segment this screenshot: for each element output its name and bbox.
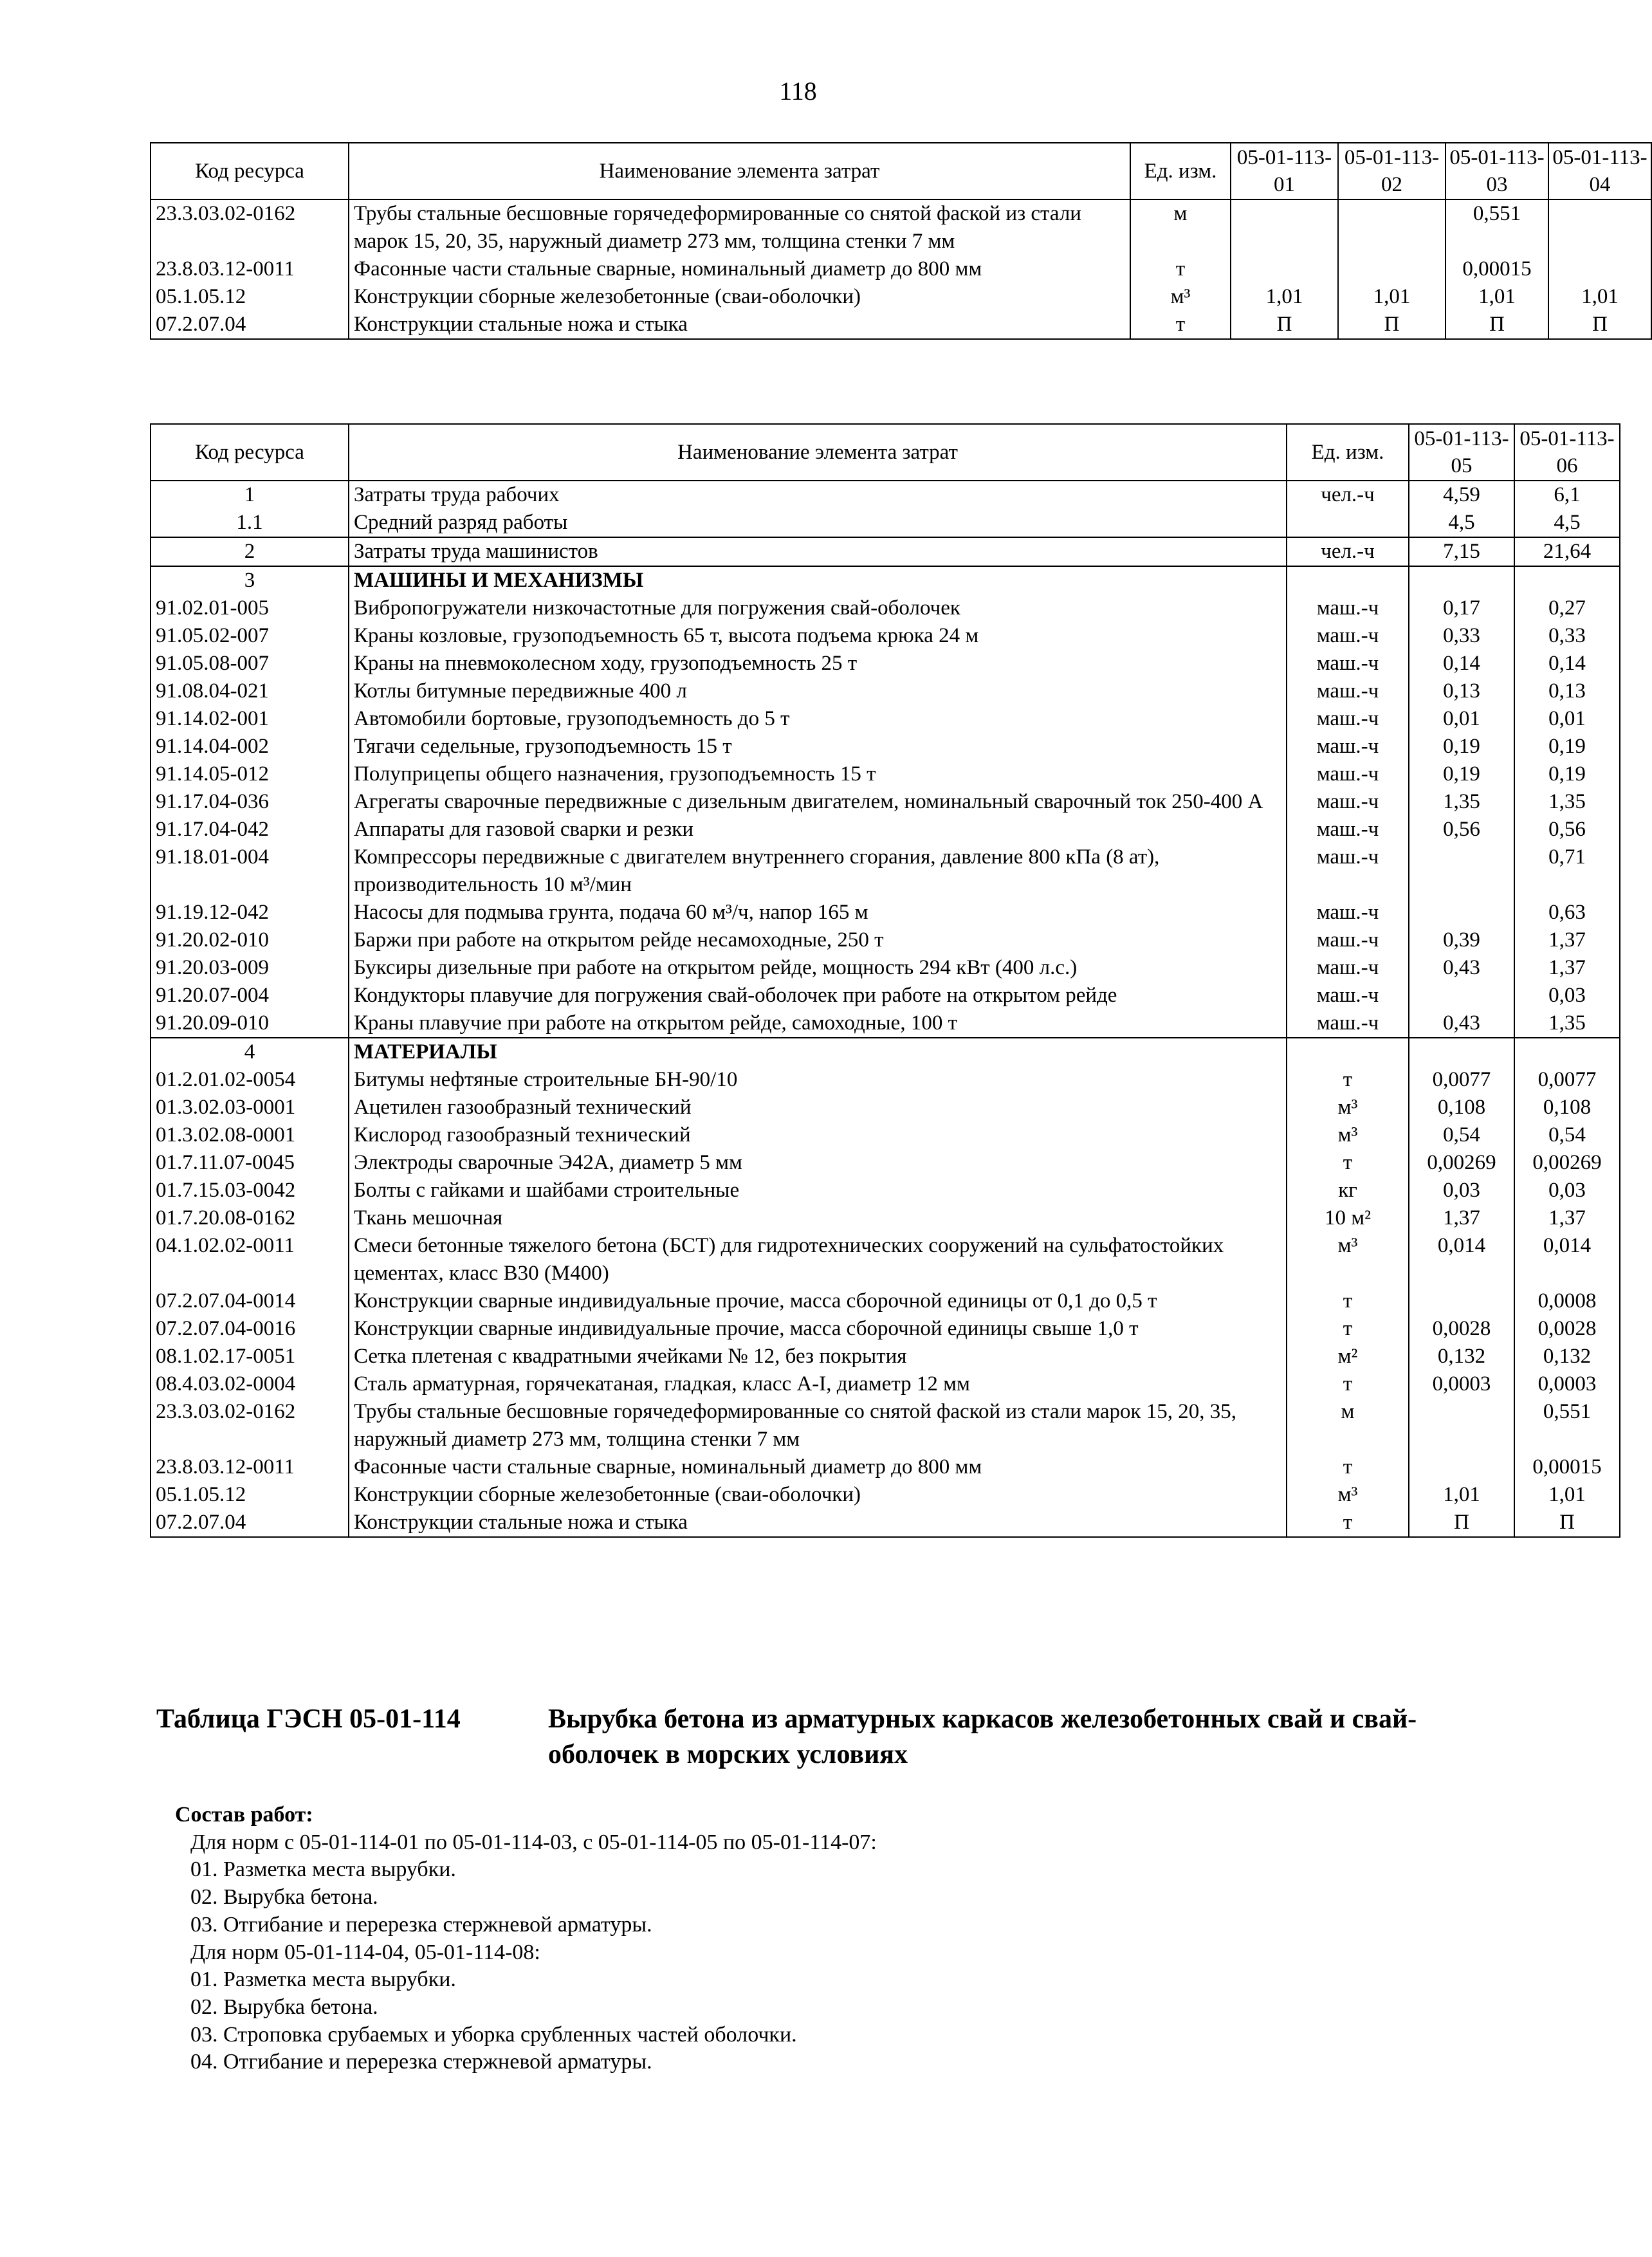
header-norm: 05-01-113-05 [1409,424,1514,481]
resource-code: 01.7.20.08-0162 [151,1204,349,1232]
norm-value: 0,551 [1514,1398,1620,1453]
norm-value: 0,108 [1514,1094,1620,1121]
resource-name: Конструкции стальные ножа и стыка [349,311,1130,339]
norm-value: 0,19 [1514,760,1620,788]
norm-value: 0,00015 [1514,1453,1620,1481]
table-row [151,677,1620,705]
unit: м³ [1130,283,1231,311]
norm-value: 0,33 [1409,622,1514,650]
table-row [151,1343,1620,1370]
resource-name: Сталь арматурная, горячекатаная, гладкая, класс А-I, диаметр 12 мм [349,1370,1287,1398]
work-step: 04. Отгибание и перерезка стержневой арматуры. [190,2050,652,2074]
resource-name: Краны козловые, грузоподъемность 65 т, высота подъема крюка 24 м [349,622,1287,650]
norm-value: 0,00015 [1446,255,1548,283]
header-unit: Ед. изм. [1130,143,1231,199]
resource-name: Затраты труда машинистов [349,537,1287,566]
norm-value: 1,01 [1548,283,1651,311]
norm-value: 21,64 [1514,537,1620,566]
resource-name: Конструкции стальные ножа и стыка [349,1509,1287,1537]
resource-code: 07.2.07.04 [151,1509,349,1537]
norm-value: 0,00269 [1514,1149,1620,1177]
table-row [151,1315,1620,1343]
unit: т [1287,1149,1409,1177]
norm-value: 1,35 [1514,1009,1620,1038]
resource-name: Вибропогружатели низкочастотные для погружения свай-оболочек [349,594,1287,622]
resource-code: 91.05.08-007 [151,650,349,677]
norm-value: 1,01 [1409,1481,1514,1509]
header-name: Наименование элемента затрат [349,143,1130,199]
norm-value: П [1409,1509,1514,1537]
resource-code: 1.1 [151,509,349,537]
norm-value: 0,27 [1514,594,1620,622]
unit [1287,566,1409,594]
unit: т [1130,255,1231,283]
table-row [151,481,1620,509]
resource-name: Конструкции сборные железобетонные (сваи-оболочки) [349,283,1130,311]
header-norm: 05-01-113-04 [1548,143,1651,199]
norm-value: 0,0008 [1514,1287,1620,1315]
table-body [151,199,1651,339]
norm-value [1409,566,1514,594]
resource-name: Ткань мешочная [349,1204,1287,1232]
norm-value: 0,0077 [1409,1066,1514,1094]
resource-code: 01.7.11.07-0045 [151,1149,349,1177]
resource-name: Аппараты для газовой сварки и резки [349,816,1287,843]
unit [1287,509,1409,537]
norm-value: 0,0003 [1514,1370,1620,1398]
table-row [151,954,1620,982]
resource-name: Трубы стальные бесшовные горячедеформированные со снятой фаской из стали марок 15, 20, 35, наружный диаметр 273 мм, толщина стенки 7 мм [349,1398,1287,1453]
table-row [151,1232,1620,1287]
resource-name: Сетка плетеная с квадратными ячейками № 12, без покрытия [349,1343,1287,1370]
resource-table-2 [150,423,1620,1538]
table-row [151,594,1620,622]
work-step: 01. Разметка места вырубки. [190,1857,456,1882]
unit: маш.-ч [1287,926,1409,954]
resource-code: 4 [151,1038,349,1066]
resource-code: 91.14.04-002 [151,733,349,760]
table-row [151,1094,1620,1121]
resource-code: 91.05.02-007 [151,622,349,650]
resource-name: Агрегаты сварочные передвижные с дизельным двигателем, номинальный сварочный ток 250-400 А [349,788,1287,816]
resource-code: 91.20.07-004 [151,982,349,1009]
unit: т [1287,1315,1409,1343]
resource-code: 23.3.03.02-0162 [151,1398,349,1453]
table-row [151,760,1620,788]
resource-code: 91.02.01-005 [151,594,349,622]
table-row [151,1370,1620,1398]
table-row [151,926,1620,954]
norm-value: 0,03 [1514,1177,1620,1204]
header-name: Наименование элемента затрат [349,424,1287,481]
resource-code: 91.14.02-001 [151,705,349,733]
work-step: 02. Вырубка бетона. [190,1994,378,2019]
resource-name: Котлы битумные передвижные 400 л [349,677,1287,705]
table-row [151,1509,1620,1537]
unit: маш.-ч [1287,843,1409,899]
table-body [151,481,1620,1537]
table-row [151,788,1620,816]
header-unit: Ед. изм. [1287,424,1409,481]
table-row [151,1204,1620,1232]
resource-name: Ацетилен газообразный технический [349,1094,1287,1121]
resource-code: 1 [151,481,349,509]
resource-name: Буксиры дизельные при работе на открытом рейде, мощность 294 кВт (400 л.с.) [349,954,1287,982]
resource-name: Автомобили бортовые, грузоподъемность до 5 т [349,705,1287,733]
norm-value: 0,14 [1409,650,1514,677]
norm-value: 7,15 [1409,537,1514,566]
norm-value: 1,01 [1446,283,1548,311]
norm-value [1409,1398,1514,1453]
unit: маш.-ч [1287,677,1409,705]
unit: т [1130,311,1231,339]
table-row [151,1038,1620,1066]
resource-code: 07.2.07.04-0016 [151,1315,349,1343]
unit: маш.-ч [1287,650,1409,677]
resource-code: 91.19.12-042 [151,899,349,926]
section-title: Вырубка бетона из арматурных каркасов железобетонных свай и свай-оболочек в морских условиях [548,1704,1417,1769]
resource-code: 2 [151,537,349,566]
table-row [151,283,1651,311]
norm-value: 0,33 [1514,622,1620,650]
work-composition-list [175,1829,877,2076]
unit: м³ [1287,1232,1409,1287]
norm-value: 0,01 [1514,705,1620,733]
resource-name: Полуприцепы общего назначения, грузоподъемность 15 т [349,760,1287,788]
norm-value: 0,014 [1409,1232,1514,1287]
norm-value: 0,132 [1514,1343,1620,1370]
header-norm: 05-01-113-01 [1231,143,1338,199]
table-row [151,733,1620,760]
unit: т [1287,1509,1409,1537]
norm-value: 0,19 [1409,760,1514,788]
resource-table-1 [150,142,1652,340]
table-row [151,1398,1620,1453]
resource-code: 91.20.03-009 [151,954,349,982]
norm-value: 0,01 [1409,705,1514,733]
table-row [151,1177,1620,1204]
table-row [151,255,1651,283]
resource-name: Битумы нефтяные строительные БН-90/10 [349,1066,1287,1094]
table-row [151,1481,1620,1509]
resource-name: Средний разряд работы [349,509,1287,537]
resource-name: Конструкции сварные индивидуальные прочие, масса сборочной единицы от 0,1 до 0,5 т [349,1287,1287,1315]
resource-name: Электроды сварочные Э42А, диаметр 5 мм [349,1149,1287,1177]
norm-value: 4,59 [1409,481,1514,509]
norm-value [1409,982,1514,1009]
work-step: 01. Разметка места вырубки. [190,1967,456,1992]
resource-name: Фасонные части стальные сварные, номинальный диаметр до 800 мм [349,255,1130,283]
work-step: 03. Строповка срубаемых и уборка срубленных частей оболочки. [190,2022,797,2047]
unit: чел.-ч [1287,537,1409,566]
resource-name: Тягачи седельные, грузоподъемность 15 т [349,733,1287,760]
resource-code: 23.8.03.12-0011 [151,255,349,283]
table-row [151,1009,1620,1038]
resource-name: МАТЕРИАЛЫ [349,1038,1287,1066]
table-row [151,199,1651,255]
table-row [151,705,1620,733]
table-row [151,843,1620,899]
resource-code: 91.17.04-036 [151,788,349,816]
norm-value: 0,03 [1514,982,1620,1009]
resource-name: Фасонные части стальные сварные, номинальный диаметр до 800 мм [349,1453,1287,1481]
resource-code: 23.3.03.02-0162 [151,199,349,255]
norm-value: 0,54 [1514,1121,1620,1149]
resource-code: 91.17.04-042 [151,816,349,843]
norm-value [1409,843,1514,899]
resource-name: Конструкции сварные индивидуальные прочие, масса сборочной единицы свыше 1,0 т [349,1315,1287,1343]
unit: м [1287,1398,1409,1453]
table-row [151,1453,1620,1481]
work-step: 03. Отгибание и перерезка стержневой арматуры. [190,1912,652,1937]
unit: м³ [1287,1121,1409,1149]
norm-value: 1,37 [1514,1204,1620,1232]
norm-value: 0,17 [1409,594,1514,622]
table-row [151,509,1620,537]
resource-code: 08.4.03.02-0004 [151,1370,349,1398]
unit: маш.-ч [1287,622,1409,650]
norm-value: 0,014 [1514,1232,1620,1287]
norm-value: 1,01 [1338,283,1446,311]
unit [1287,1038,1409,1066]
header-norm: 05-01-113-06 [1514,424,1620,481]
resource-name: Баржи при работе на открытом рейде несамоходные, 250 т [349,926,1287,954]
table-row [151,566,1620,594]
unit: маш.-ч [1287,760,1409,788]
norm-value [1338,199,1446,255]
work-step: Для норм 05-01-114-04, 05-01-114-08: [190,1940,540,1964]
table-row [151,1066,1620,1094]
resource-code: 01.2.01.02-0054 [151,1066,349,1094]
unit: чел.-ч [1287,481,1409,509]
table-row [151,650,1620,677]
norm-value: 0,108 [1409,1094,1514,1121]
resource-code: 91.18.01-004 [151,843,349,899]
table-row [151,816,1620,843]
norm-value: 0,19 [1514,733,1620,760]
resource-code: 01.3.02.03-0001 [151,1094,349,1121]
table-row [151,311,1651,339]
page-number: 118 [779,77,817,106]
resource-code: 01.7.15.03-0042 [151,1177,349,1204]
unit: 10 м² [1287,1204,1409,1232]
unit: маш.-ч [1287,899,1409,926]
norm-value: П [1231,311,1338,339]
norm-value: 4,5 [1514,509,1620,537]
norm-value [1548,255,1651,283]
unit: м³ [1287,1481,1409,1509]
table-row [151,1121,1620,1149]
header-code: Код ресурса [151,143,349,199]
norm-value: 4,5 [1409,509,1514,537]
norm-value: 0,03 [1409,1177,1514,1204]
table-row [151,1287,1620,1315]
unit: м [1130,199,1231,255]
norm-value: П [1514,1509,1620,1537]
norm-value: П [1338,311,1446,339]
resource-code: 23.8.03.12-0011 [151,1453,349,1481]
resource-code: 05.1.05.12 [151,283,349,311]
norm-value: 0,13 [1409,677,1514,705]
resource-name: Краны плавучие при работе на открытом рейде, самоходные, 100 т [349,1009,1287,1038]
resource-code: 91.20.09-010 [151,1009,349,1038]
resource-name: Кондукторы плавучие для погружения свай-оболочек при работе на открытом рейде [349,982,1287,1009]
norm-value: 0,551 [1446,199,1548,255]
norm-value: 0,56 [1514,816,1620,843]
unit: м³ [1287,1094,1409,1121]
resource-code: 08.1.02.17-0051 [151,1343,349,1370]
norm-value [1231,199,1338,255]
norm-value [1231,255,1338,283]
norm-value: 0,0077 [1514,1066,1620,1094]
unit: м² [1287,1343,1409,1370]
norm-value [1409,899,1514,926]
norm-value: 1,01 [1514,1481,1620,1509]
unit: маш.-ч [1287,1009,1409,1038]
work-step: 02. Вырубка бетона. [190,1885,378,1910]
unit: т [1287,1453,1409,1481]
resource-code: 07.2.07.04-0014 [151,1287,349,1315]
norm-value: 0,0028 [1514,1315,1620,1343]
table-row [151,1149,1620,1177]
resource-name: Кислород газообразный технический [349,1121,1287,1149]
norm-value: 1,37 [1409,1204,1514,1232]
work-composition [175,1801,877,2076]
unit: маш.-ч [1287,788,1409,816]
resource-name: Компрессоры передвижные с двигателем внутреннего сгорания, давление 800 кПа (8 ат), производительность 10 м³/мин [349,843,1287,899]
norm-value: 0,63 [1514,899,1620,926]
norm-value: 0,14 [1514,650,1620,677]
resource-code: 91.14.05-012 [151,760,349,788]
norm-value [1514,566,1620,594]
norm-value: 0,43 [1409,954,1514,982]
unit: т [1287,1066,1409,1094]
norm-value: 0,0003 [1409,1370,1514,1398]
unit: маш.-ч [1287,705,1409,733]
resource-name: Краны на пневмоколесном ходу, грузоподъемность 25 т [349,650,1287,677]
resource-name: Смеси бетонные тяжелого бетона (БСТ) для гидротехнических сооружений на сульфатостойких цементах, класс В30 (М400) [349,1232,1287,1287]
work-step: Для норм с 05-01-114-01 по 05-01-114-03, с 05-01-114-05 по 05-01-114-07: [190,1830,877,1854]
norm-value: 0,56 [1409,816,1514,843]
resource-code: 07.2.07.04 [151,311,349,339]
norm-value: 0,43 [1409,1009,1514,1038]
norm-value: 0,54 [1409,1121,1514,1149]
norm-value [1409,1038,1514,1066]
resource-name: Болты с гайками и шайбами строительные [349,1177,1287,1204]
norm-value: 0,19 [1409,733,1514,760]
norm-value: 0,132 [1409,1343,1514,1370]
resource-code: 91.08.04-021 [151,677,349,705]
table-row [151,537,1620,566]
norm-value: П [1446,311,1548,339]
unit: маш.-ч [1287,733,1409,760]
norm-value: 1,01 [1231,283,1338,311]
norm-value: 0,39 [1409,926,1514,954]
resource-name: Затраты труда рабочих [349,481,1287,509]
norm-value [1514,1038,1620,1066]
resource-name: МАШИНЫ И МЕХАНИЗМЫ [349,566,1287,594]
norm-value [1409,1453,1514,1481]
norm-value: 0,00269 [1409,1149,1514,1177]
norm-value: 1,37 [1514,954,1620,982]
unit: кг [1287,1177,1409,1204]
unit: маш.-ч [1287,982,1409,1009]
resource-code: 01.3.02.08-0001 [151,1121,349,1149]
resource-name: Трубы стальные бесшовные горячедеформированные со снятой фаской из стали марок 15, 20, 35, наружный диаметр 273 мм, толщина стенки 7 мм [349,199,1130,255]
resource-code: 05.1.05.12 [151,1481,349,1509]
norm-value: 1,35 [1409,788,1514,816]
resource-code: 91.20.02-010 [151,926,349,954]
norm-value [1548,199,1651,255]
norm-value: 6,1 [1514,481,1620,509]
norm-value: 0,13 [1514,677,1620,705]
section-table-code: Таблица ГЭСН 05-01-114 [156,1704,461,1734]
norm-value: 1,37 [1514,926,1620,954]
unit: т [1287,1287,1409,1315]
table-row [151,622,1620,650]
work-composition-title: Состав работ: [175,1803,313,1827]
header-norm: 05-01-113-02 [1338,143,1446,199]
resource-code: 04.1.02.02-0011 [151,1232,349,1287]
norm-value: П [1548,311,1651,339]
resource-name: Насосы для подмыва грунта, подача 60 м³/ч, напор 165 м [349,899,1287,926]
header-norm: 05-01-113-03 [1446,143,1548,199]
resource-name: Конструкции сборные железобетонные (сваи-оболочки) [349,1481,1287,1509]
norm-value: 0,0028 [1409,1315,1514,1343]
resource-code: 3 [151,566,349,594]
norm-value: 1,35 [1514,788,1620,816]
unit: т [1287,1370,1409,1398]
norm-value [1409,1287,1514,1315]
unit: маш.-ч [1287,816,1409,843]
unit: маш.-ч [1287,594,1409,622]
unit: маш.-ч [1287,954,1409,982]
header-code: Код ресурса [151,424,349,481]
norm-value [1338,255,1446,283]
table-row [151,982,1620,1009]
norm-value: 0,71 [1514,843,1620,899]
table-row [151,899,1620,926]
